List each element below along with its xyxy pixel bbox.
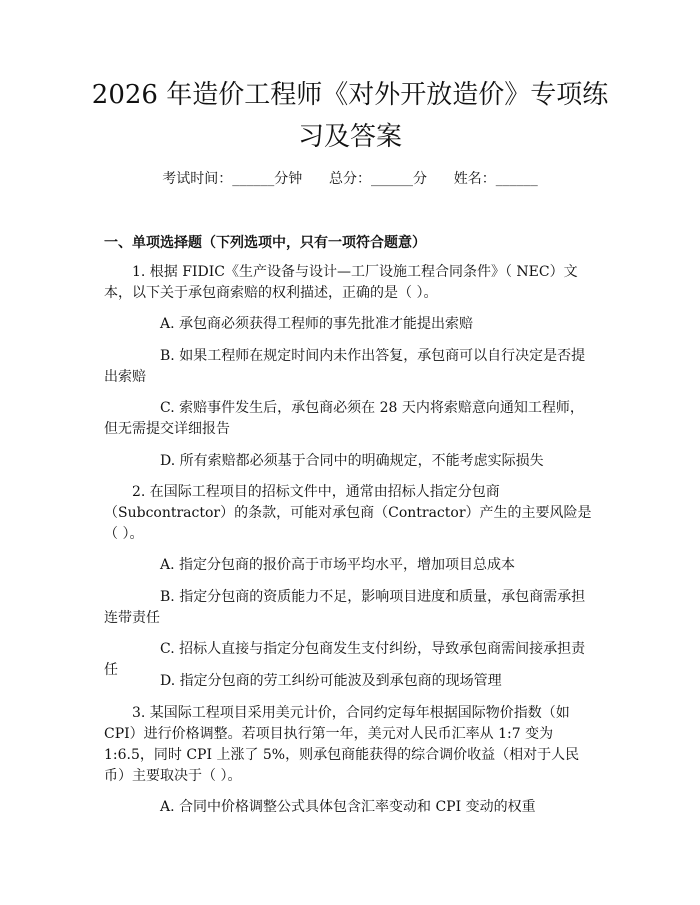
question-3-stem: 3. 某国际工程项目采用美元计价，合同约定每年根据国际物价指数（如 CPI）进行价格调整。若项目执行第一年，美元对人民币汇率从 1:7 变为 1:6.5，同时 CPI 上涨了 5%，则承包商能获得的综合调价收益（相对于人民币）主要取决于（ ）。 <box>104 705 580 784</box>
document-title <box>60 74 640 158</box>
question-1-option-b: B. 如果工程师在规定时间内未作出答复，承包商可以自行决定是否提出索赔 <box>104 348 586 385</box>
question-1-stem: 1. 根据 FIDIC《生产设备与设计—工厂设施工程合同条件》（ NEC）文本，以下关于承包商索赔的权利描述，正确的是（ ）。 <box>104 264 578 301</box>
exam-meta: 考试时间：______分钟 总分：______分 姓名：______ <box>162 171 538 187</box>
question-3-option-a: A. 合同中价格调整公式具体包含汇率变动和 CPI 变动的权重 <box>160 799 536 815</box>
question-2-option-a: A. 指定分包商的报价高于市场平均水平，增加项目总成本 <box>160 557 516 573</box>
question-2-option-d: D. 指定分包商的劳工纠纷可能波及到承包商的现场管理 <box>160 673 502 689</box>
question-2-stem: 2. 在国际工程项目的招标文件中，通常由招标人指定分包商（Subcontractor）的条款，可能对承包商（Contractor）产生的主要风险是（ ）。 <box>104 484 592 542</box>
section-heading: 一、单项选择题（下列选项中，只有一项符合题意） <box>104 235 426 251</box>
question-1-option-c: C. 索赔事件发生后，承包商必须在 28 天内将索赔意向通知工程师，但无需提交详细报告 <box>104 400 584 437</box>
title-line-1: 2026 年造价工程师《对外开放造价》专项练 <box>91 80 609 110</box>
question-1-option-d: D. 所有索赔都必须基于合同中的明确规定，不能考虑实际损失 <box>160 453 544 469</box>
title-line-2: 习及答案 <box>297 122 402 152</box>
question-1-option-a: A. 承包商必须获得工程师的事先批准才能提出索赔 <box>160 316 474 332</box>
question-2-option-b: B. 指定分包商的资质能力不足，影响项目进度和质量，承包商需承担连带责任 <box>104 589 586 626</box>
question-2-option-c: C. 招标人直接与指定分包商发生支付纠纷，导致承包商需间接承担责任 <box>104 641 586 678</box>
